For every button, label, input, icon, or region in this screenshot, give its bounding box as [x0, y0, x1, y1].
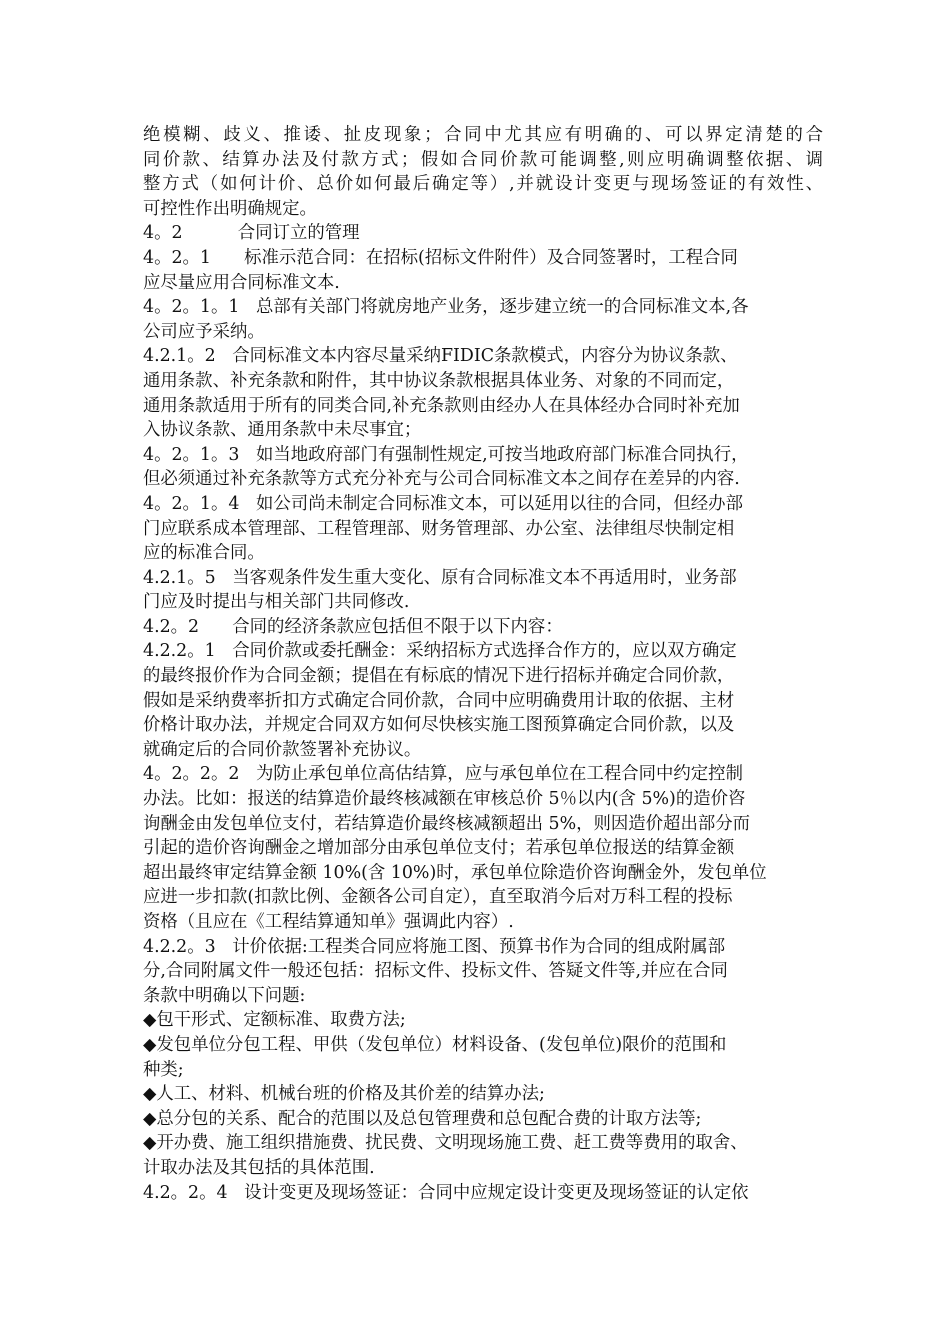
- text-line: 4.2.2。3 计价依据:工程类合同应将施工图、预算书作为合同的组成附属部: [143, 936, 726, 957]
- text-line: 引起的造价咨询酬金之增加部分由承包单位支付；若承包单位报送的结算金额: [143, 838, 735, 859]
- text-line: 假如是采纳费率折扣方式确定合同价款，合同中应明确费用计取的依据、主材: [143, 690, 735, 711]
- text-line: 计取办法及其包括的具体范围.: [143, 1157, 375, 1178]
- text-line: 但必须通过补充条款等方式充分补充与公司合同标准文本之间存在差异的内容.: [143, 469, 740, 490]
- text-line: 4.2。2。4 设计变更及现场签证：合同中应规定设计变更及现场签证的认定依: [143, 1182, 749, 1203]
- text-line: 4。2。1。1 总部有关部门将就房地产业务，逐步建立统一的合同标准文本,各: [143, 297, 749, 318]
- text-line: ◆包干形式、定额标准、取费方法;: [143, 1010, 406, 1031]
- document-body: [143, 123, 823, 1205]
- text-line: 超出最终审定结算金额 10%(含 10%)时，承包单位除造价咨询酬金外，发包单位: [143, 862, 767, 883]
- text-line: ◆人工、材料、机械台班的价格及其价差的结算办法;: [143, 1084, 545, 1105]
- text-line: 入协议条款、通用条款中未尽事宜；: [143, 420, 422, 441]
- text-line: 条款中明确以下问题:: [143, 985, 306, 1006]
- text-line: 应进一步扣款(扣款比例、金额各公司自定），直至取消今后对万科工程的投标: [143, 887, 733, 908]
- text-line: 4.2.1。2 合同标准文本内容尽量采纳FIDIC条款模式，内容分为协议条款、: [143, 346, 738, 367]
- text-line: 通用条款、补充条款和附件，其中协议条款根据具体业务、对象的不同而定，: [143, 370, 735, 391]
- text-line: 绝模糊、歧义、推诿、扯皮现象；合同中尤其应有明确的、可以界定清楚的合: [143, 125, 823, 145]
- text-line: 办法。比如：报送的结算造价最终核减额在审核总价 5％以内(含 5%)的造价咨: [143, 789, 746, 810]
- text-line: 4。2。1 标准示范合同：在招标(招标文件附件）及合同签署时，工程合同: [143, 247, 738, 268]
- text-line: 4。2 合同订立的管理: [143, 223, 360, 244]
- text-line: ◆总分包的关系、配合的范围以及总包管理费和总包配合费的计取方法等;: [143, 1108, 702, 1129]
- text-line: 门应及时提出与相关部门共同修改.: [143, 592, 410, 613]
- text-line: 通用条款适用于所有的同类合同,补充条款则由经办人在具体经办合同时补充加: [143, 395, 740, 416]
- text-line: 公司应予采纳。: [143, 321, 265, 342]
- text-line: 4.2.1。5 当客观条件发生重大变化、原有合同标准文本不再适用时，业务部: [143, 567, 737, 588]
- text-line: 门应联系成本管理部、工程管理部、财务管理部、办公室、法律组尽快制定相: [143, 518, 735, 539]
- text-line: 整方式（如何计价、总价如何最后确定等）,并就设计变更与现场签证的有效性、: [143, 174, 823, 195]
- text-line: 的最终报价作为合同金额；提倡在有标底的情况下进行招标并确定合同价款，: [143, 666, 735, 687]
- text-line: 4。2。1。4 如公司尚未制定合同标准文本，可以延用以往的合同，但经办部: [143, 493, 743, 514]
- text-line: 就确定后的合同价款签署补充协议。: [143, 739, 422, 760]
- text-line: 询酬金由发包单位支付，若结算造价最终核减额超出 5%，则因造价超出部分而: [143, 813, 751, 834]
- text-line: ◆开办费、施工组织措施费、扰民费、文明现场施工费、赶工费等费用的取舍、: [143, 1133, 748, 1154]
- text-line: 价格计取办法，并规定合同双方如何尽快核实施工图预算确定合同价款，以及: [143, 715, 735, 736]
- text-line: 4.2.2。1 合同价款或委托酬金：采纳招标方式选择合作方的，应以双方确定: [143, 641, 737, 662]
- text-line: 可控性作出明确规定。: [143, 198, 317, 219]
- text-line: 分,合同附属文件一般还包括：招标文件、投标文件、答疑文件等,并应在合同: [143, 961, 728, 982]
- text-line: 4。2。1。3 如当地政府部门有强制性规定,可按当地政府部门标准合同执行，: [143, 444, 749, 465]
- text-line: 同价款、结算办法及付款方式；假如合同价款可能调整,则应明确调整依据、调: [143, 149, 823, 170]
- text-line: 4.2。2 合同的经济条款应包括但不限于以下内容：: [143, 616, 563, 637]
- text-line: 4。2。2。2 为防止承包单位高估结算，应与承包单位在工程合同中约定控制: [143, 764, 743, 785]
- text-line: 应的标准合同。: [143, 543, 265, 564]
- text-line: 应尽量应用合同标准文本.: [143, 272, 340, 293]
- text-line: 种类;: [143, 1059, 184, 1080]
- text-line: 资格（且应在《工程结算通知单》强调此内容）.: [143, 912, 514, 932]
- text-line: ◆发包单位分包工程、甲供（发包单位）材料设备、(发包单位)限价的范围和: [143, 1034, 727, 1055]
